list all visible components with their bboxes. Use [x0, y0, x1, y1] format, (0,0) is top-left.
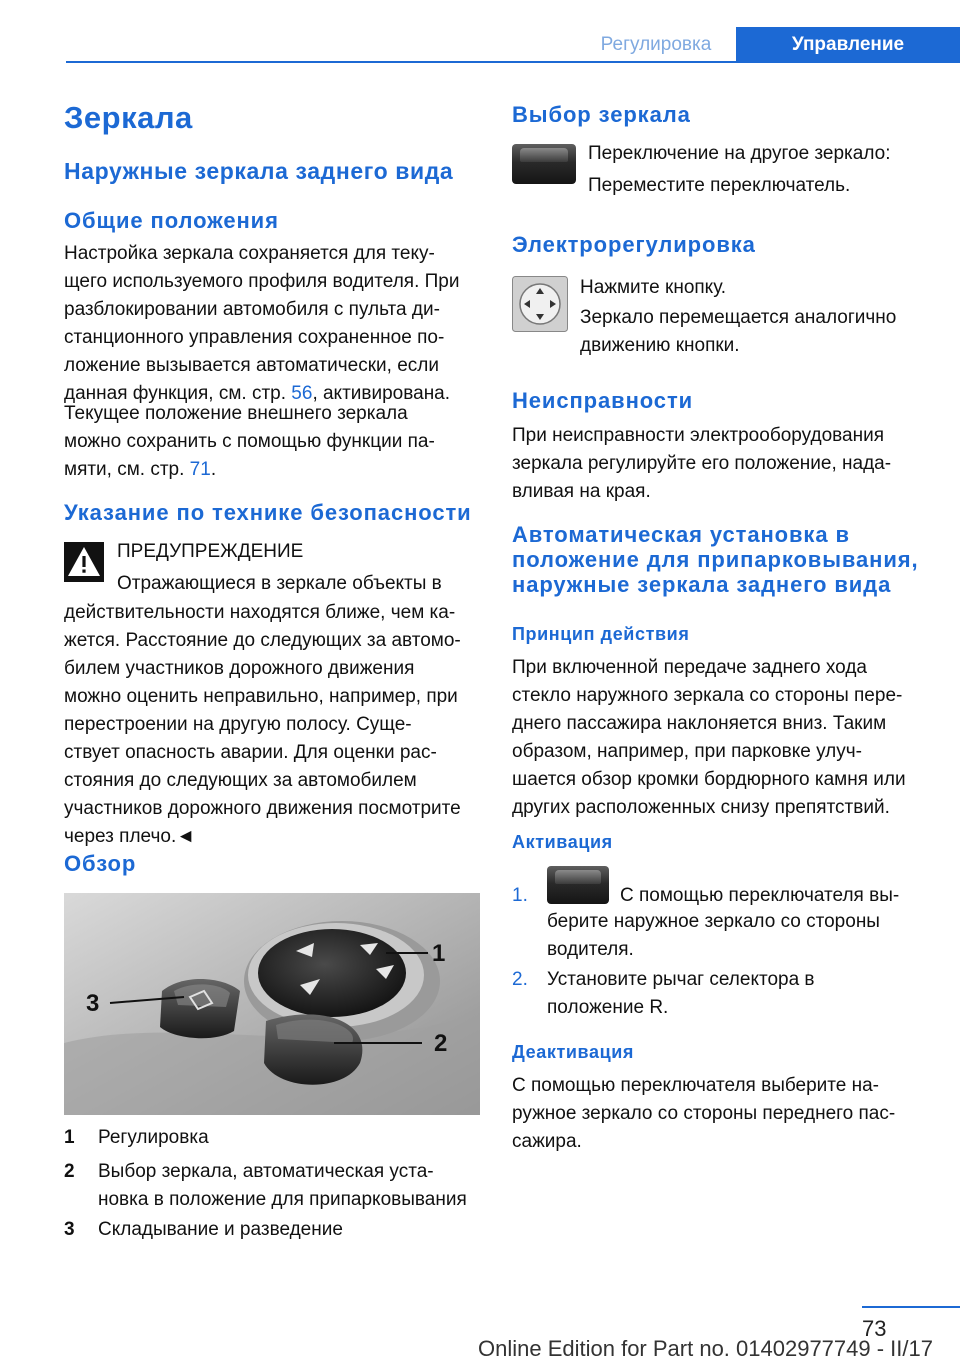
mirror-switch-icon: [512, 144, 576, 184]
mirror-controls-illustration: [64, 893, 480, 1115]
faults-text: [512, 422, 891, 506]
text-line: участников дорожного движения посмотрите: [64, 798, 461, 819]
footer-rule: [862, 1306, 960, 1308]
text-line: вливая на края.: [512, 481, 651, 502]
section-title: Наружные зеркала заднего вида: [64, 158, 454, 184]
principle-heading: Принцип действия: [512, 624, 690, 644]
text-line: станционного управления сохраненное по‐: [64, 327, 445, 348]
text-line: днего пассажира наклоняется вниз. Таким: [512, 713, 887, 734]
mirror-switch-icon: [547, 866, 609, 904]
text-line: перестроении на другую полосу. Суще‐: [64, 714, 412, 735]
step-1-text-first: С помощью переключателя вы‐: [620, 885, 900, 906]
text-line: стекло наружного зеркала со стороны пере‐: [512, 685, 903, 706]
step-number: 2.: [512, 969, 528, 990]
text-line: Регулировка: [98, 1127, 209, 1148]
callout-1: 1: [432, 940, 446, 967]
step-2-text: [547, 966, 815, 1022]
overview-heading: Обзор: [64, 851, 137, 876]
text-line: положение R.: [547, 997, 669, 1018]
text-line: других расположенных снизу препятствий.: [512, 797, 890, 818]
mirror-select-text-1: Переключение на другое зеркало:: [588, 143, 891, 164]
page-link-56[interactable]: 56: [291, 383, 313, 404]
text-line: При неисправности электрооборудования: [512, 425, 884, 446]
general-paragraph-2: [64, 400, 435, 484]
warning-icon: [64, 542, 104, 582]
text-line: [64, 456, 435, 484]
deactivation-heading: Деактивация: [512, 1042, 635, 1062]
text-line: ствует опасность аварии. Для оценки рас‐: [64, 742, 437, 763]
text-line: билем участников дорожного движения: [64, 658, 415, 679]
mirror-select-text-2: Переместите переключатель.: [588, 175, 851, 196]
legend-item-adjustment: [98, 1124, 209, 1152]
text-line: движению кнопки.: [580, 335, 740, 356]
text-line: Текущее положение внешнего зеркала: [64, 403, 408, 424]
safety-heading: Указание по технике безопасности: [64, 500, 472, 525]
text-line: ружное зеркало со стороны переднего пас‐: [512, 1103, 896, 1124]
text-fragment: .: [210, 459, 217, 480]
text-line: берите наружное зеркало со стороны: [547, 911, 880, 932]
heading-line: положение для припарковывания,: [512, 547, 919, 572]
callout-3: 3: [86, 990, 100, 1017]
text-line: шается обзор кромки бордюрного камня или: [512, 769, 906, 790]
warning-text-first: Отражающиеся в зеркале объекты в: [117, 573, 442, 594]
deactivation-text: [512, 1072, 895, 1156]
text-line: новка в положение для припарковывания: [98, 1189, 467, 1210]
heading-line: Автоматическая установка в: [512, 522, 850, 547]
step-1-text: [547, 908, 880, 964]
text-line: можно сохранить с помощью функции па‐: [64, 431, 435, 452]
warning-text: [64, 599, 461, 851]
principle-text: [512, 654, 906, 822]
electric-adjust-text-2: [580, 304, 896, 360]
page-number: 73: [862, 1316, 887, 1341]
auto-parking-heading: [512, 522, 919, 597]
edition-note: Online Edition for Part no. 01402977749 - II/17: [478, 1336, 933, 1361]
mirror-controls-photo: [64, 893, 480, 1115]
activation-heading: Активация: [512, 832, 613, 852]
heading-line: наружные зеркала заднего вида: [512, 572, 892, 597]
text-line: образом, например, при парковке улуч‐: [512, 741, 862, 762]
text-fragment: мяти, см. стр.: [64, 459, 190, 480]
legend-item-mirror-select: [98, 1158, 467, 1214]
electric-adjust-text-1: Нажмите кнопку.: [580, 277, 727, 298]
faults-heading: Неисправности: [512, 388, 694, 413]
text-line: стояния до следующих за автомобилем: [64, 770, 417, 791]
header-section-adjustment[interactable]: Регулировка: [600, 34, 712, 55]
electric-adjust-heading: Электрорегулировка: [512, 232, 756, 257]
text-fragment: данная функция, см. стр.: [64, 383, 292, 404]
mirror-select-heading: Выбор зеркала: [512, 102, 691, 127]
general-paragraph-1: [64, 240, 459, 408]
callout-2: 2: [434, 1030, 448, 1057]
text-line: зеркала регулируйте его положение, нада‐: [512, 453, 892, 474]
text-line: разблокировании автомобиля с пульта ди‐: [64, 299, 440, 320]
text-line: через плечо.◄: [64, 826, 196, 847]
legend-number: 3: [64, 1219, 75, 1240]
text-line: жется. Расстояние до следующих за автомо‐: [64, 630, 461, 651]
page-title: Зеркала: [64, 100, 193, 135]
text-line: Установите рычаг селектора в: [547, 969, 815, 990]
text-line: С помощью переключателя выберите на‐: [512, 1075, 879, 1096]
header-rule: [66, 61, 960, 63]
text-line: При включенной передаче заднего хода: [512, 657, 867, 678]
text-fragment: , активирована.: [312, 383, 451, 404]
text-line: Выбор зеркала, автоматическая уста‐: [98, 1161, 434, 1182]
text-line: ложение вызывается автоматически, если: [64, 355, 439, 376]
text-line: Складывание и разведение: [98, 1219, 343, 1240]
text-line: действительности находятся ближе, чем ка‐: [64, 602, 456, 623]
header-section-controls[interactable]: Управление: [736, 27, 960, 63]
text-line: можно оценить неправильно, например, при: [64, 686, 458, 707]
step-number: 1.: [512, 885, 528, 906]
text-line: сажира.: [512, 1131, 582, 1152]
text-line: щего используемого профиля водителя. При: [64, 271, 460, 292]
page-link-71[interactable]: 71: [189, 459, 211, 480]
mirror-adjust-button-icon: [512, 276, 568, 332]
legend-number: 2: [64, 1161, 75, 1182]
text-line: водителя.: [547, 939, 634, 960]
text-line: Настройка зеркала сохраняется для теку‐: [64, 243, 435, 264]
warning-title: ПРЕДУПРЕЖДЕНИЕ: [117, 541, 304, 562]
text-line: Зеркало перемещается аналогично: [580, 307, 897, 328]
general-heading: Общие положения: [64, 208, 279, 233]
legend-item-folding: [98, 1216, 343, 1244]
legend-number: 1: [64, 1127, 75, 1148]
